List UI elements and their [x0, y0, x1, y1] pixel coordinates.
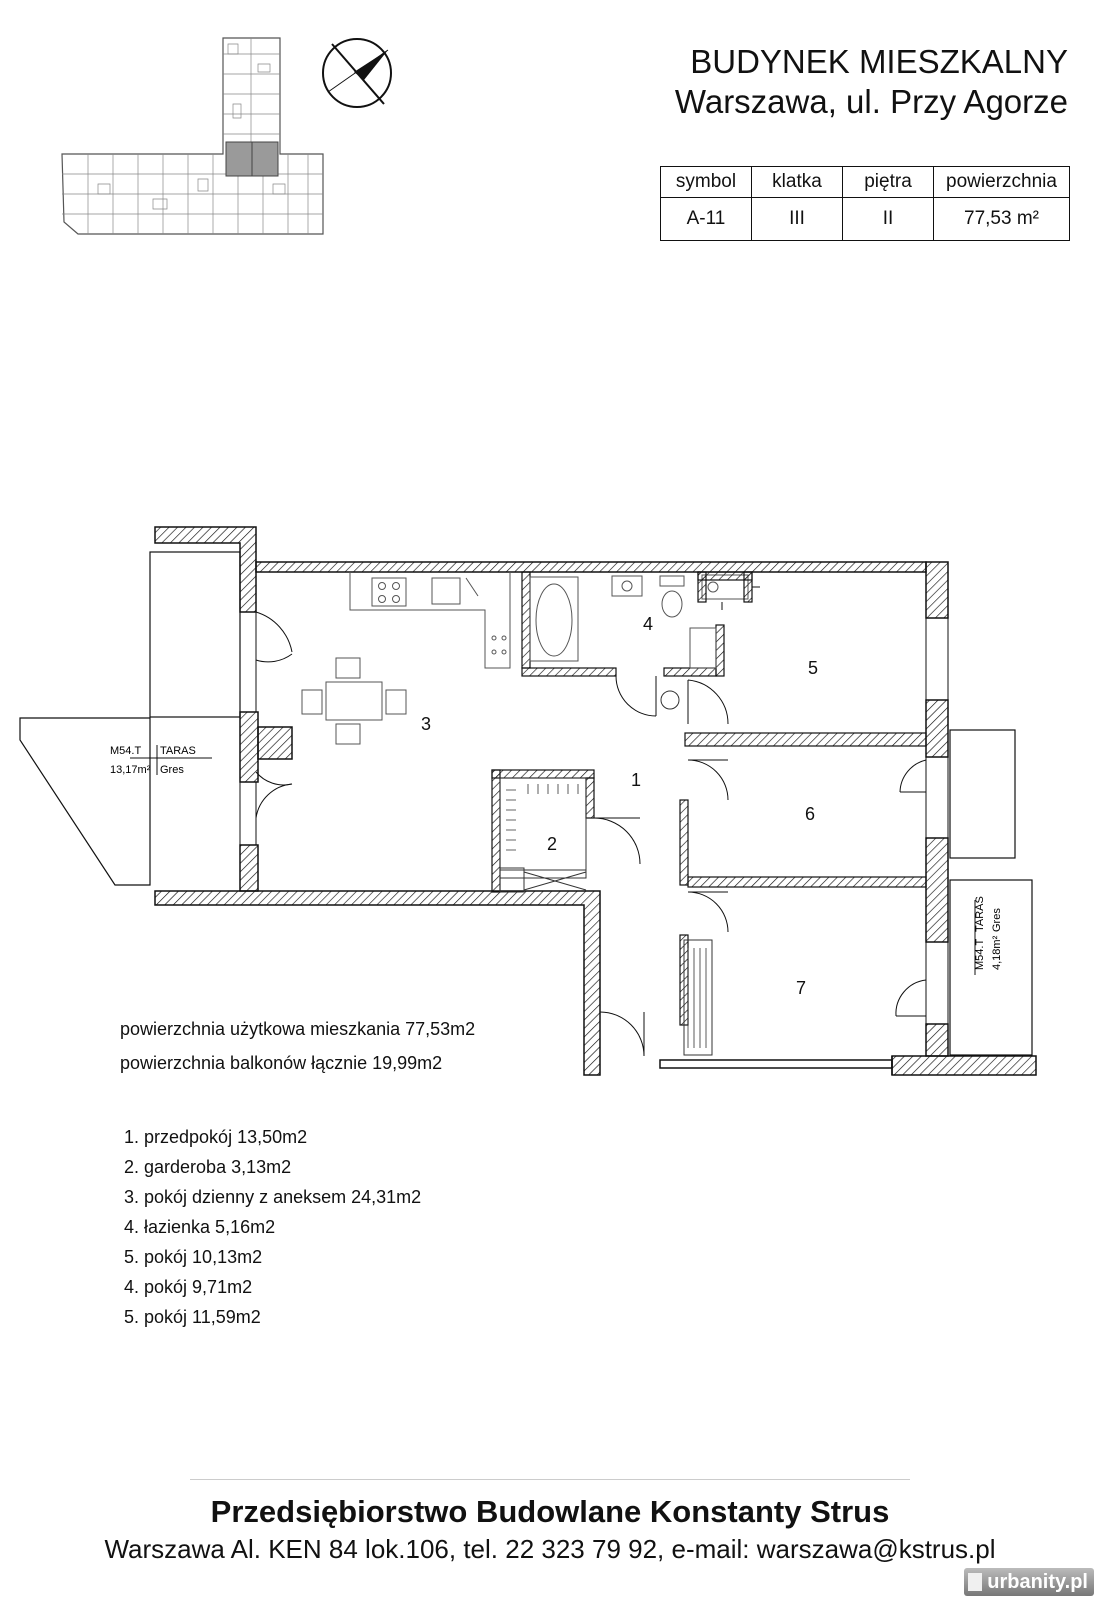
terrace-east-name: TARAS	[974, 896, 986, 932]
interior-walls	[492, 572, 926, 1025]
room-number-1: 1	[630, 770, 642, 790]
building-type: BUDYNEK MIESZKALNY	[690, 43, 1068, 80]
room-number-2: 2	[546, 834, 558, 854]
room-number-3: 3	[420, 714, 432, 734]
spec-header-klatka: klatka	[752, 167, 843, 198]
terrace-west-finish: Gres	[160, 764, 184, 776]
spec-header-powierzchnia: powierzchnia	[934, 167, 1070, 198]
terrace-west	[20, 718, 150, 885]
watermark-text: urbanity.pl	[987, 1571, 1088, 1593]
room-list-item: 1. przedpokój 13,50m2	[124, 1127, 308, 1147]
dining-table	[302, 658, 406, 744]
building-header	[675, 42, 1068, 122]
terrace-east-finish: Gres	[991, 908, 1003, 932]
room-list-item: 3. pokój dzienny z aneksem 24,31m2	[124, 1187, 422, 1207]
footer-divider	[190, 1479, 910, 1480]
balcony-area: powierzchnia balkonów łącznie 19,99m2	[120, 1053, 443, 1073]
key-plan-icon	[58, 34, 333, 244]
usable-area: powierzchnia użytkowa mieszkania 77,53m2	[120, 1019, 476, 1039]
room-list	[124, 1122, 421, 1332]
building-address: Warszawa, ul. Przy Agorze	[674, 83, 1068, 120]
room-number-5: 5	[807, 658, 819, 678]
room-list-item: 5. pokój 11,59m2	[124, 1307, 261, 1327]
terrace-west-code: M54.T	[110, 745, 142, 757]
kitchen-counter	[350, 572, 510, 668]
spec-header-symbol: symbol	[661, 167, 752, 198]
exterior-walls	[155, 527, 1036, 1075]
room-list-item: 4. pokój 9,71m2	[124, 1277, 253, 1297]
room-number-4: 4	[642, 614, 654, 634]
room-list-item: 4. łazienka 5,16m2	[124, 1217, 276, 1237]
floor-plan	[0, 500, 1100, 1090]
room-number-6: 6	[804, 804, 816, 824]
terrace-west-name: TARAS	[160, 745, 196, 757]
bathroom-fixtures	[530, 575, 748, 668]
room-list-item: 5. pokój 10,13m2	[124, 1247, 263, 1267]
company-address: Warszawa Al. KEN 84 lok.106, tel. 22 323 79 92, e-mail: warszawa@kstrus.pl	[104, 1534, 996, 1564]
spec-value-powierzchnia: 77,53 m²	[934, 198, 1070, 241]
wardrobe	[500, 778, 586, 892]
spec-value-pietra: II	[843, 198, 934, 241]
compass-icon	[320, 36, 394, 110]
spec-value-symbol: A-11	[661, 198, 752, 241]
spec-value-klatka: III	[752, 198, 843, 241]
company-name: Przedsiębiorstwo Budowlane Konstanty Strus	[210, 1494, 890, 1529]
spec-header-pietra: piętra	[843, 167, 934, 198]
terrace-east-code: M54.T	[974, 938, 986, 970]
terrace-west-area: 13,17m²	[110, 764, 151, 776]
watermark	[964, 1568, 1094, 1596]
apartment-spec-table	[660, 166, 1070, 241]
room-number-7: 7	[795, 978, 807, 998]
room-list-item: 2. garderoba 3,13m2	[124, 1157, 292, 1177]
terrace-east-area: 4,18m²	[991, 935, 1003, 970]
building-icon	[968, 1573, 982, 1591]
